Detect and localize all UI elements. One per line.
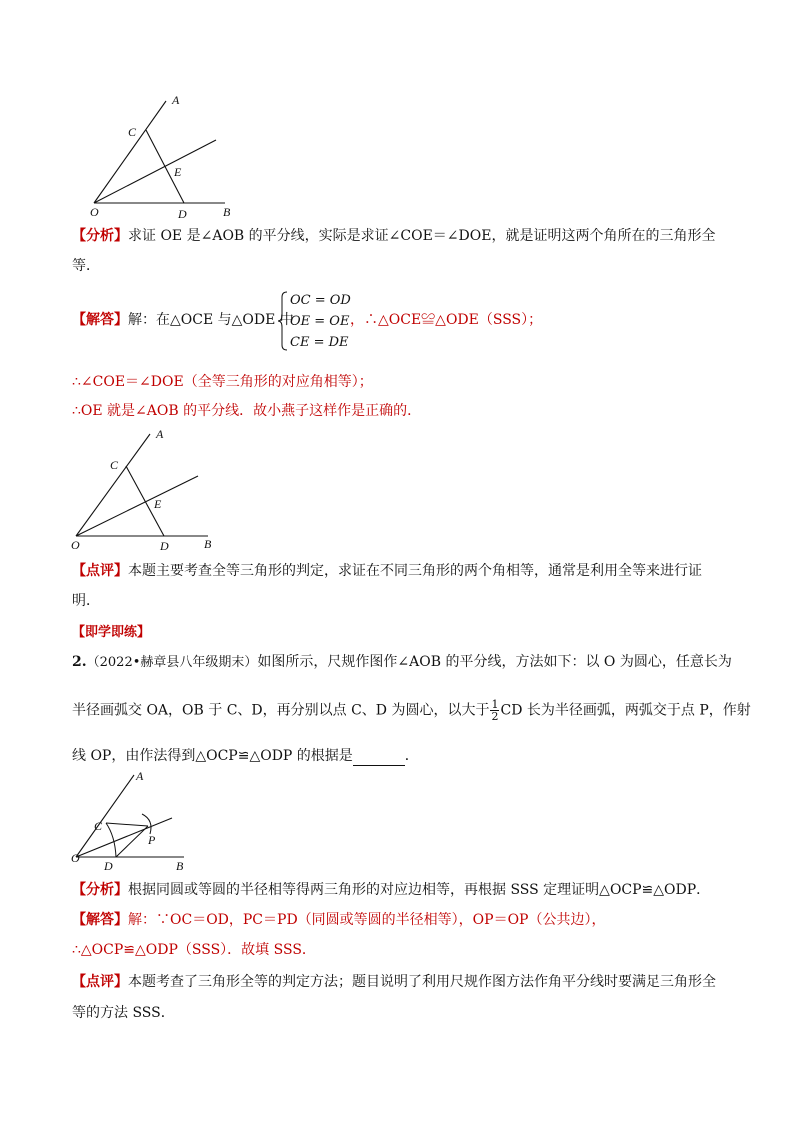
segment-dp	[116, 826, 148, 857]
label-a: A	[172, 93, 180, 107]
ray-oa	[94, 101, 166, 203]
analysis-2-line: 【分析】根据同圆或等圆的半径相等得两三角形的对应边相等，再根据 SSS 定理证明△OCP≌△ODP．	[72, 882, 711, 898]
label-e: E	[154, 497, 162, 511]
label-c: C	[128, 125, 137, 139]
label-p: P	[148, 833, 156, 847]
figure-angle-bisector-1	[80, 92, 250, 224]
figure-angle-bisector-2	[66, 424, 236, 556]
label-b: B	[176, 859, 184, 872]
question-source: （2022•赫章县八年级期末）	[86, 655, 258, 670]
equation-oe-oe: OE = OE	[290, 314, 350, 329]
question-2-line-1: 2.（2022•赫章县八年级期末）如图所示，尺规作图作∠AOB 的平分线，方法如下：以 O 为圆心，任意长为	[72, 654, 732, 670]
equation-oc-od: OC = OD	[290, 293, 351, 308]
equation-system	[290, 290, 351, 353]
answer-1-line-2: ∴∠COE＝∠DOE（全等三角形的对应角相等）；	[72, 374, 373, 390]
practice-header: 【即学即练】	[72, 625, 151, 640]
answer-1-line-3: ∴OE 就是∠AOB 的平分线．故小燕子这样作是正确的．	[72, 403, 422, 419]
label-c: C	[110, 458, 119, 472]
label-a: A	[136, 769, 144, 783]
system-brace	[278, 291, 288, 351]
analysis-1-line-1	[72, 226, 715, 246]
equation-ce-de: CE = DE	[290, 335, 349, 350]
answer-2-line-1: 【解答】解：∵OC＝OD，PC＝PD（同圆或等圆的半径相等），OP＝OP（公共边），	[72, 912, 606, 928]
answer-1-line-1: 【解答】解：在△OCE 与△ODE 中	[72, 312, 294, 328]
label-a: A	[156, 427, 164, 441]
label-d: D	[178, 207, 187, 221]
arc-cd	[106, 823, 116, 857]
comment-2-line-2: 等的方法 SSS．	[72, 1005, 175, 1021]
analysis-1-text: 求证 OE 是∠AOB 的平分线，实际是求证∠COE＝∠DOE，就是证明这两个角所在的三角形全	[128, 228, 716, 244]
analysis-1-line-2: 等．	[72, 258, 100, 274]
label-d: D	[104, 859, 113, 872]
label-b: B	[204, 537, 212, 551]
ray-oe	[94, 140, 216, 203]
comment-2-line-1: 【点评】本题考查了三角形全等的判定方法；题目说明了利用尺规作图方法作角平分线时要满足三角形全	[72, 974, 716, 990]
question-2-line-3: 线 OP，由作法得到△OCP≌△ODP 的根据是 ．	[72, 748, 419, 764]
comment-tag: 【点评】	[72, 563, 128, 579]
label-c: C	[94, 819, 103, 833]
fraction-one-half: $\frac{1}{2}$	[491, 698, 499, 723]
label-d: D	[160, 539, 169, 553]
comment-1-line-2: 明．	[72, 593, 100, 609]
label-e: E	[174, 165, 182, 179]
question-number: 2.	[72, 654, 87, 670]
comment-1-line-1: 【点评】本题主要考查全等三角形的判定，求证在不同三角形的两个角相等，通常是利用全等来进行证	[72, 563, 702, 579]
analysis-tag: 【分析】	[72, 228, 128, 244]
segment-cp	[106, 823, 148, 826]
answer-blank[interactable]	[353, 751, 405, 766]
ray-oa	[76, 434, 150, 536]
answer-2-line-2: ∴△OCP≌△ODP（SSS）．故填 SSS．	[72, 942, 316, 958]
label-b: B	[223, 205, 231, 219]
ray-oe	[76, 476, 198, 536]
figure-compass-construction	[66, 768, 196, 872]
label-o: O	[71, 538, 80, 552]
label-o: O	[71, 851, 80, 865]
answer-tag: 【解答】	[72, 312, 128, 328]
answer-1-conclusion: ，∴△OCE≌△ODE（SSS）；	[350, 312, 543, 328]
question-2-line-2: 半径画弧交 OA，OB 于 C、D，再分别以点 C、D 为圆心，以大于 $\frac{1}{2}$ CD 长为半径画弧，两弧交于点 P，作射	[72, 698, 751, 723]
label-o: O	[90, 205, 99, 219]
